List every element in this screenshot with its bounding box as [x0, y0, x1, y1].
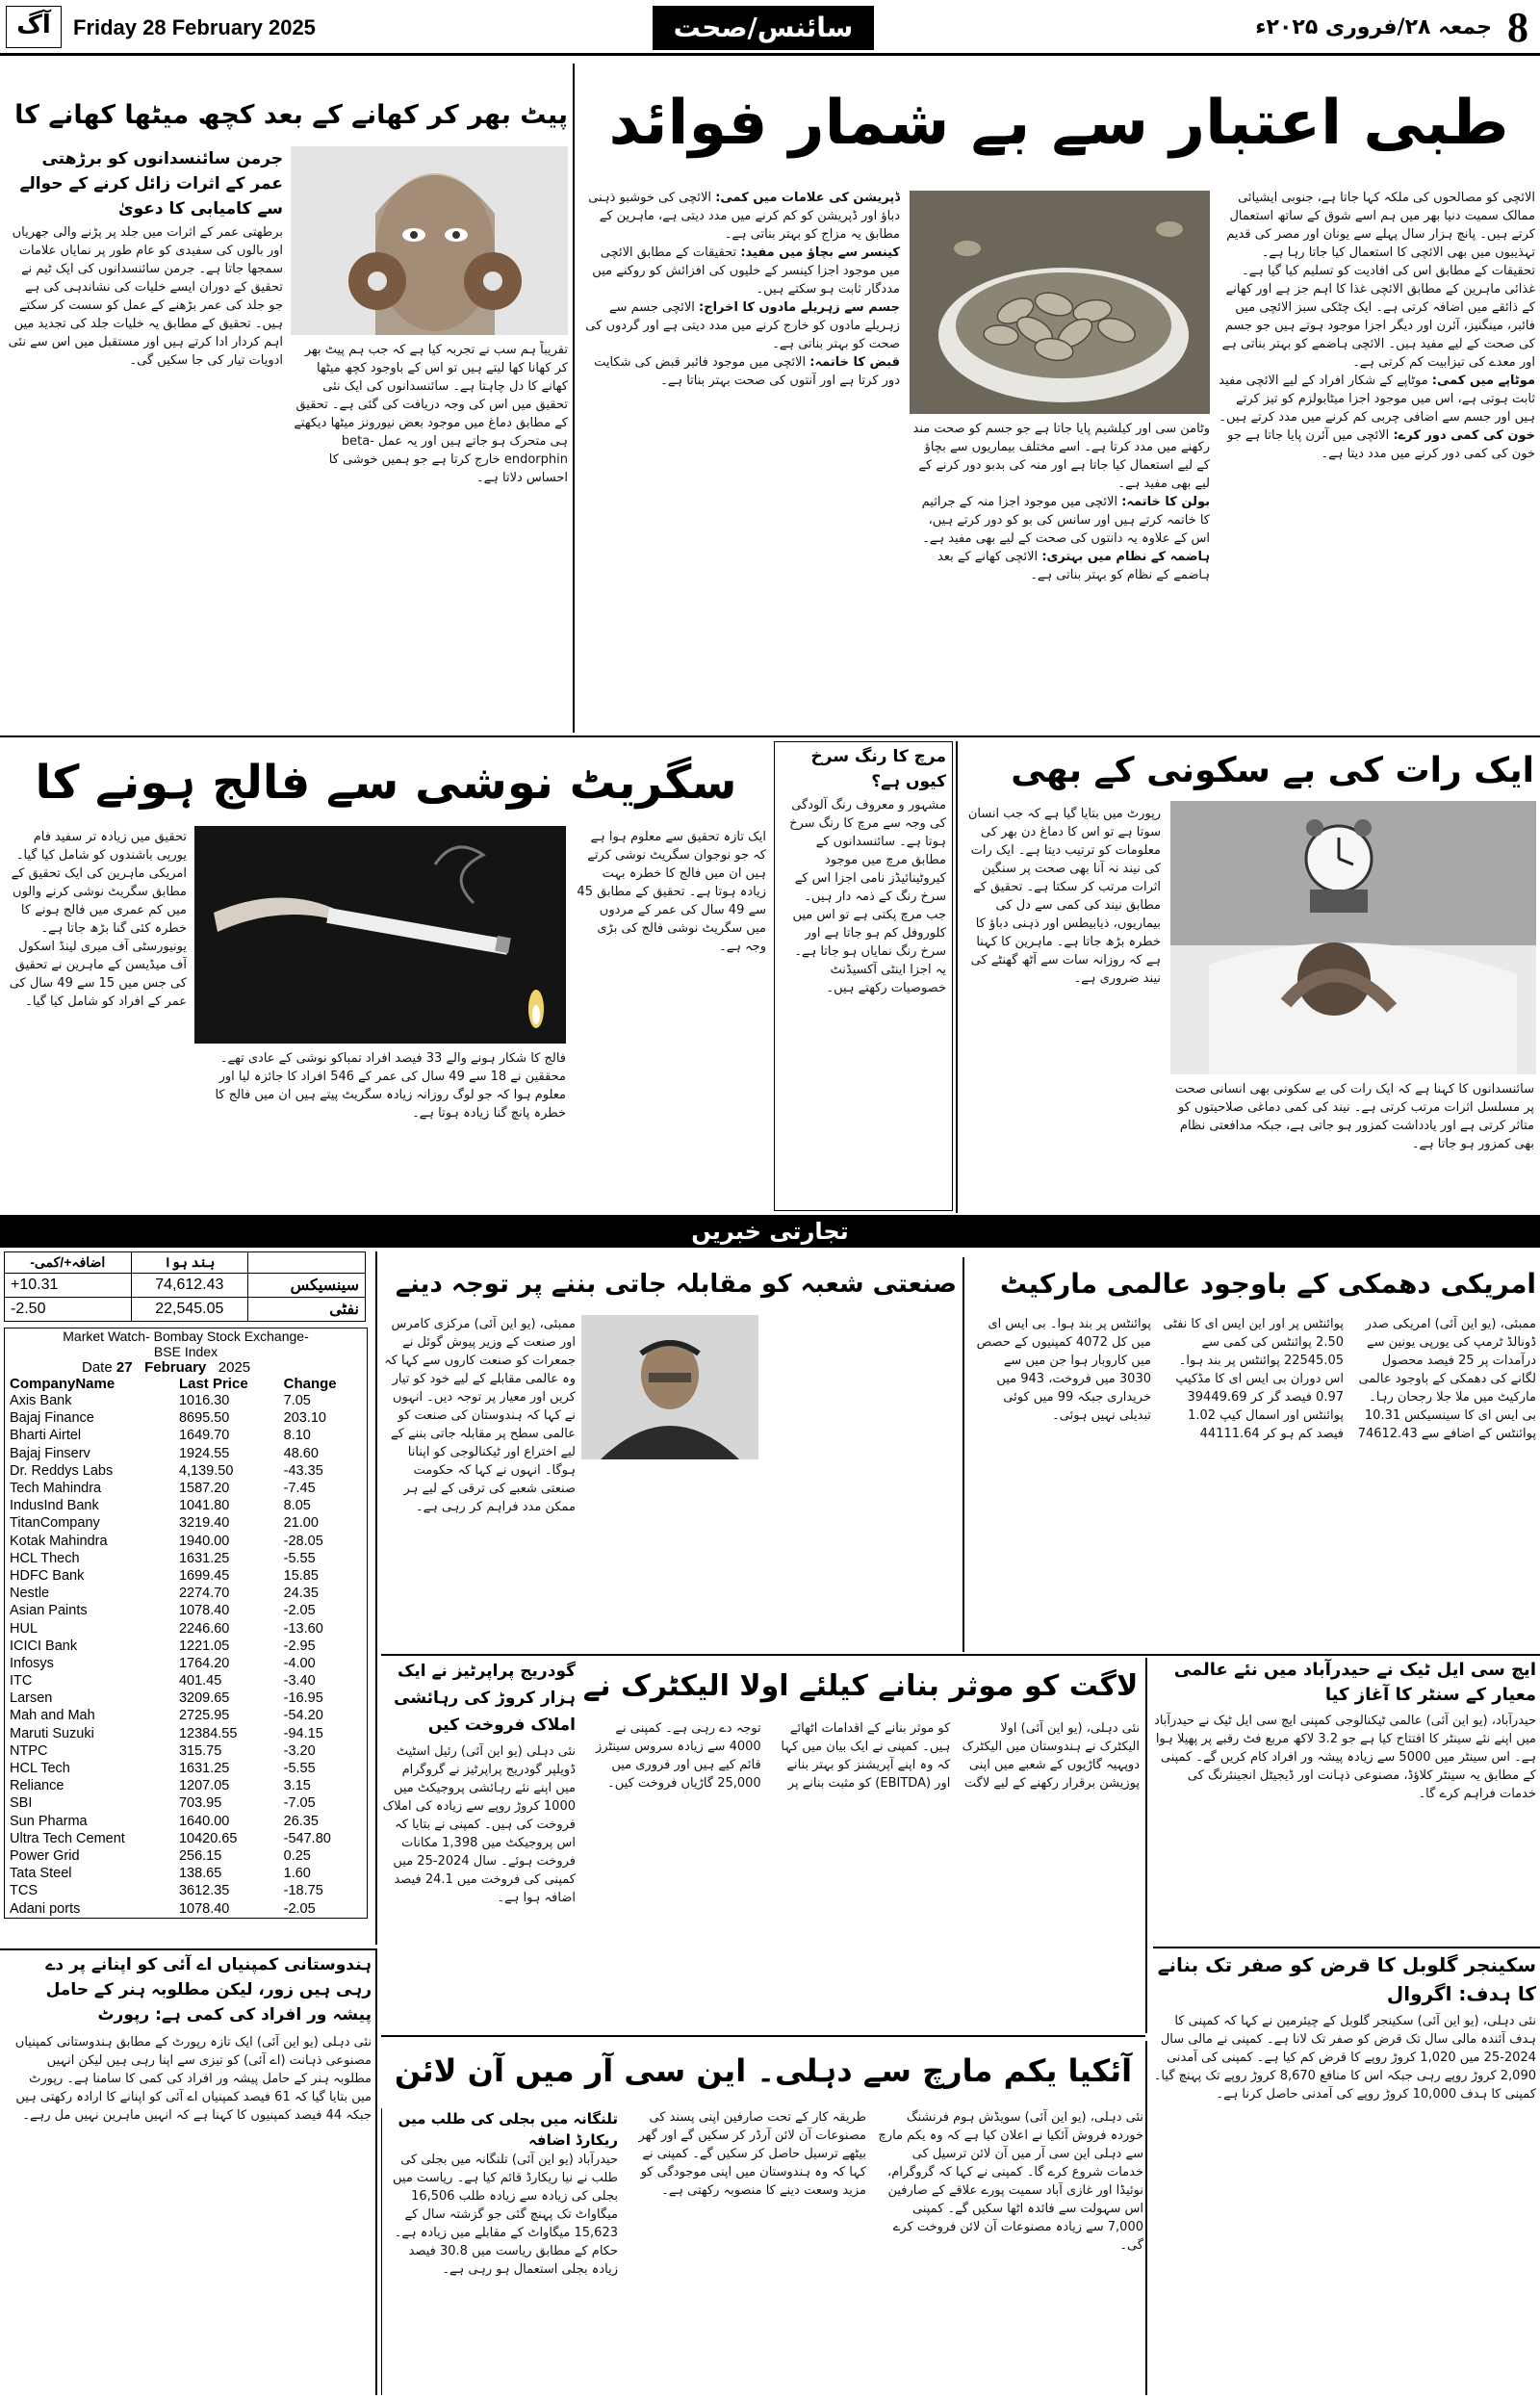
- index-header-close: بند ہوا: [131, 1252, 248, 1274]
- ola-body: نئی دہلی، (یو این آئی) اولا الیکٹرک نے ہندوستان میں الیکٹرک دوپہیہ گاڑیوں کے شعبے میں اپنی پوزیشن برقرار رکھنے کے لیے لاگت کو موثر بنانے کے اقدامات اٹھائے ہیں۔ کمپنی نے ایک بیان میں کہا کہ وہ اپنے آپریشنز کو بہتر بنانے اور (EBITDA) کو مثبت بنانے پر توجہ دے رہی ہے۔ کمپنی نے 4000 سے زیادہ سروس سینٹرز قائم کیے ہیں اور فروری میں 25,000 گاڑیاں فروخت کیں۔: [595, 1721, 1140, 1791]
- row-divider: [0, 1948, 375, 1950]
- skanger-headline: سکینجر گلوبل کا قرض کو صفر تک بنانے کا ہدف: اگروال: [1157, 1953, 1536, 2005]
- stock-row: [7, 1655, 363, 1672]
- stock-row: [7, 1760, 363, 1777]
- stock-row: [7, 1480, 363, 1497]
- stock-company-name: IndusInd Bank: [10, 1498, 99, 1514]
- market-title-1: Market Watch- Bombay Stock Exchange-: [63, 1328, 309, 1344]
- stock-company-name: Asian Paints: [10, 1603, 88, 1619]
- row-divider: [381, 1654, 1540, 1656]
- stock-change: -94.15: [283, 1725, 323, 1741]
- telangana-headline: تلنگانہ میں بجلی کی طلب میں ریکارڈ اضافہ: [398, 2110, 618, 2149]
- stock-last-price: 703.95: [178, 1795, 222, 1812]
- markets-headline: امریکی دھمکی کے باوجود عالمی مارکیٹ: [999, 1268, 1536, 1300]
- stock-last-price: 1631.25: [178, 1550, 230, 1566]
- stock-change: -4.00: [283, 1655, 316, 1671]
- stock-change: -2.05: [283, 1603, 316, 1619]
- section-title: [653, 6, 874, 50]
- stock-company-name: Axis Bank: [10, 1393, 72, 1409]
- stock-row: [7, 1742, 363, 1760]
- stock-company-name: Infosys: [10, 1655, 54, 1671]
- cardamom-subhead-blood: خون کی کمی دور کرے:: [1393, 428, 1535, 443]
- stock-company-name: NTPC: [10, 1742, 48, 1759]
- stock-row: [7, 1638, 363, 1655]
- stock-change: 1.60: [283, 1866, 311, 1882]
- ncr-column-1: نئی دہلی، (یو این آئی) سویڈش ہوم فرنشنگ خوردہ فروش آئکیا نے اعلان کیا ہے کہ وہ یکم مارچ سے دہلی این سی آر میں آن لائن ترسیل کی خدمات شروع کرے گا۔ کمپنی نے کہا کہ گروگرام، نوئیڈا اور غازی آباد سمیت پورے علاقے کے صارفین اس سہولت سے فائدہ اٹھا سکیں گے۔ کمپنی 7,000 سے زیادہ مصنوعات آن لائن فروخت کرے گی۔: [878, 2110, 1143, 2253]
- cardamom-subhead-digestion: ہاضمہ کے نظام میں بہتری:: [1041, 550, 1210, 564]
- stock-change: -7.45: [283, 1481, 316, 1497]
- stock-change: 8.05: [283, 1498, 311, 1514]
- stock-company-name: ICICI Bank: [10, 1638, 78, 1654]
- stock-company-name: Maruti Suzuki: [10, 1725, 94, 1741]
- stock-last-price: 256.15: [178, 1847, 222, 1864]
- stock-company-name: Ultra Tech Cement: [10, 1830, 125, 1846]
- stock-row: [7, 1690, 363, 1707]
- column-divider: [1145, 2041, 1147, 2395]
- cardamom-subhead-depression: ڈپریشن کی علامات میں کمی:: [715, 191, 900, 205]
- stock-row: [7, 1602, 363, 1619]
- stock-last-price: 1640.00: [178, 1813, 230, 1829]
- market-date-year: 2025: [218, 1359, 251, 1376]
- stock-row: [7, 1392, 363, 1409]
- stock-row: [7, 1409, 363, 1427]
- stock-last-price: 1764.20: [178, 1655, 230, 1671]
- stock-row: [7, 1813, 363, 1830]
- ncr-column-2: طریقہ کار کے تحت صارفین اپنی پسند کی مصنوعات آن لائن آرڈر کر سکیں گے اور گھر بیٹھے ترسیل حاصل کر سکیں گے۔ کمپنی نے کہا کہ وہ ہندوستان میں اپنی موجودگی کو مزید وسعت دینے کا منصوبہ رکھتی ہے۔: [638, 2110, 866, 2198]
- stock-row: [7, 1847, 363, 1865]
- stock-row: [7, 1497, 363, 1514]
- stock-change: -5.55: [283, 1550, 316, 1566]
- newspaper-logo: [6, 6, 62, 48]
- stock-change: -54.20: [283, 1708, 323, 1724]
- stock-company-name: Power Grid: [10, 1847, 80, 1864]
- col-last-price: Last Price: [178, 1376, 248, 1392]
- cardamom-subhead-weight: موٹاپے میں کمی:: [1431, 374, 1535, 388]
- stock-change: 7.05: [283, 1393, 311, 1409]
- stock-company-name: Tech Mahindra: [10, 1481, 102, 1497]
- index-header-row: [5, 1252, 366, 1274]
- telangana-body: حیدرآباد (یو این آئی) تلنگانہ میں بجلی کی طلب نے نیا ریکارڈ قائم کیا ہے۔ ریاست میں بجلی کی زیادہ سے زیادہ طلب 16,506 میگاواٹ تک پہنچ گئی جو گزشتہ سال کے 15,623 میگاواٹ کے مقابلے میں زیادہ ہے۔ حکام کے مطابق ریاست میں 30.8 فیصد زیادہ بجلی استعمال ہو رہی ہے۔: [393, 2153, 618, 2277]
- cardamom-cancer-text: تحقیقات کے مطابق الائچی میں موجود اجزا کینسر کے خلیوں کی افزائش کو روکنے میں مددگار ثابت ہو سکتے ہیں۔: [592, 245, 900, 297]
- index-table: [4, 1251, 366, 1322]
- ola-headline: لاگت کو موثر بنانے کیلئے اولا الیکٹرک نے: [582, 1669, 1139, 1703]
- cardamom-toxins-text: الائچی جسم سے زہریلے مادوں کو خارج کرنے میں مدد دیتی ہے اور گردوں کی صحت کو بہتر بناتی ہے۔: [585, 300, 900, 351]
- cardamom-weight-text: موٹاپے کے شکار افراد کے لیے الائچی مفید ثابت ہوتی ہے، اس میں موجود اجزا میٹابولزم کو تیز کرتے ہیں اور جسم سے اضافی چربی کم کرنے میں مدد کرتے ہیں۔: [1219, 374, 1535, 425]
- sweets-column-2: تقریباً ہم سب نے تجربہ کیا ہے کہ جب ہم پیٹ بھر کر کھانا کھا لیتے ہیں تو اس کے باوجود کچھ میٹھا کھانے کا دل چاہتا ہے۔ سائنسدانوں کی ایک نئی تحقیق میں اس کی وجہ دریافت کی گئی ہے۔ تحقیق کے مطابق دماغ میں موجود بعض نیورونز میٹھا دیکھتے ہی متحرک ہو جاتے ہیں اور یہ عمل beta-endorphin خارج کرتا ہے جو ہمیں خوشی کا احساس دلاتا ہے۔: [294, 343, 568, 485]
- stock-table: [7, 1376, 363, 1918]
- page-number: 8: [1507, 4, 1528, 51]
- stock-company-name: HDFC Bank: [10, 1567, 85, 1584]
- stock-last-price: 1078.40: [178, 1900, 230, 1917]
- col-company: CompanyName: [10, 1376, 116, 1392]
- stock-company-name: TitanCompany: [10, 1515, 100, 1532]
- cardamom-blood-text: الائچی میں آئرن پایا جاتا ہے جو خون کی کمی دور کرنے میں مدد دیتا ہے۔: [1227, 428, 1535, 461]
- stock-last-price: 315.75: [178, 1742, 222, 1759]
- stock-row: [7, 1830, 363, 1847]
- sweets-woman-photo: [291, 146, 568, 335]
- stock-company-name: Larsen: [10, 1690, 53, 1707]
- column-divider: [1145, 1658, 1147, 2033]
- column-divider: [375, 1948, 377, 2395]
- index-header-change: اضافہ+/کمی-: [5, 1252, 132, 1274]
- market-date-month: February: [144, 1359, 207, 1376]
- stock-last-price: 2274.70: [178, 1586, 230, 1602]
- sweets-headline: پیٹ بھر کر کھانے کے بعد کچھ میٹھا کھانے کا: [14, 100, 568, 130]
- market-date-label: Date: [82, 1359, 113, 1376]
- index-row: [5, 1274, 366, 1298]
- stock-row: [7, 1550, 363, 1567]
- stock-last-price: 3612.35: [178, 1883, 230, 1899]
- market-title-2: BSE Index: [153, 1344, 218, 1359]
- stock-row: [7, 1672, 363, 1690]
- godrej-body: نئی دہلی (یو این آئی) رئیل اسٹیٹ ڈویلپر گودریج پراپرٹیز نے گروگرام میں اپنے نئے رہائشی پروجیکٹ میں 1000 کروڑ روپے سے زیادہ کی املاک فروخت کی ہیں۔ کمپنی نے بتایا کہ اس پروجیکٹ میں 1,398 مکانات فروخت ہوئے۔ سال 2024-25 میں کمپنی کی فروخت میں 24.1 فیصد اضافہ ہوا ہے۔: [382, 1744, 576, 1905]
- stock-company-name: Nestle: [10, 1586, 50, 1602]
- stock-last-price: 1940.00: [178, 1533, 230, 1549]
- hcl-body: حیدرآباد، (یو این آئی) عالمی ٹیکنالوجی کمپنی ایچ سی ایل ٹیک نے حیدرآباد میں اپنے نئے سینٹر کا افتتاح کیا ہے جو 3.2 لاکھ مربع فٹ رقبے پر پھیلا ہوا ہے۔ اس سینٹر میں 5000 سے زیادہ پیشہ ور افراد کام کریں گے۔ کمپنی کے مطابق یہ سینٹر کلاؤڈ، مصنوعی ذہانت اور ڈیجیٹل انجینئرنگ کی خدمات فراہم کرے گا۔: [1154, 1714, 1536, 1801]
- column-divider: [573, 64, 575, 733]
- stock-row: [7, 1882, 363, 1899]
- market-watch-panel: [4, 1251, 370, 1945]
- stock-last-price: 1924.55: [178, 1445, 230, 1461]
- stock-company-name: HCL Tech: [10, 1761, 70, 1777]
- ai-jobs-body: نئی دہلی (یو این آئی) ایک تازہ رپورٹ کے مطابق ہندوستانی کمپنیاں مصنوعی ذہانت (اے آئی) کو تیزی سے اپنا رہی ہیں لیکن انہیں مطلوبہ ہنر کے حامل پیشہ ور افراد کی کمی کا سامنا ہے۔ رپورٹ میں بتایا گیا کہ 61 فیصد کمپنیاں اے آئی کو اپنانے کا ارادہ رکھتی ہیں جبکہ 44 فیصد کمپنیوں کا کہنا ہے کہ انہیں ماہرین نہیں مل رہے۔: [14, 2035, 372, 2123]
- col-change: Change: [283, 1376, 337, 1392]
- stock-last-price: 1016.30: [178, 1393, 230, 1409]
- index-change: -2.50: [5, 1298, 132, 1322]
- stock-change: -3.40: [283, 1673, 316, 1690]
- stock-row: [7, 1619, 363, 1637]
- ai-jobs-headline: ہندوستانی کمپنیاں اے آئی کو اپنانے پر دے رہی ہیں زور، لیکن مطلوبہ ہنر کے حامل پیشہ ور افراد کی کمی ہے: رپورٹ: [45, 1955, 372, 2025]
- stock-company-name: HUL: [10, 1620, 38, 1637]
- stock-company-name: Adani ports: [10, 1900, 81, 1917]
- stock-table-body: [7, 1392, 363, 1918]
- stock-company-name: Bajaj Finance: [10, 1410, 94, 1427]
- stock-last-price: 1078.40: [178, 1603, 230, 1619]
- stock-last-price: 1699.45: [178, 1567, 230, 1584]
- stock-change: -7.05: [283, 1795, 316, 1812]
- section-title-text: سائنس/صحت: [673, 12, 854, 43]
- index-change: +10.31: [5, 1274, 132, 1298]
- cardamom-depression-text: الائچی کی خوشبو ذہنی دباؤ اور ڈپریشن کو کم کرنے میں مدد دیتی ہے، ماہرین کے مطابق یہ مزاج کو بہتر بناتی ہے۔: [588, 191, 900, 242]
- skanger-body: نئی دہلی، (یو این آئی) سکینجر گلوبل کے چیئرمین نے کہا کہ کمپنی کا ہدف آئندہ مالی سال تک قرض کو صفر تک لانا ہے۔ کمپنی نے مالی سال 2024-25 میں 1,020 کروڑ روپے کا قرض کم کیا ہے۔ کمپنی کی آمدنی 2,090 کروڑ روپے رہی جبکہ اس کا منافع 8,670 کروڑ روپے تک پہنچ گیا۔ کمپنی کا ہدف 10,000 کروڑ روپے کی آمدنی حاصل کرنا ہے۔: [1153, 2014, 1536, 2102]
- stock-company-name: Bharti Airtel: [10, 1428, 82, 1444]
- cardamom-digestion-text: الائچی کھانے کے بعد ہاضمے کے نظام کو بہتر بناتی ہے۔: [937, 550, 1210, 582]
- stock-last-price: 1649.70: [178, 1428, 230, 1444]
- chili-headline: مرچ کا رنگ سرخ کیوں ہے؟: [810, 747, 946, 791]
- stock-company-name: Kotak Mahindra: [10, 1533, 108, 1549]
- cardamom-column-3: [582, 189, 900, 728]
- stock-row: [7, 1533, 363, 1550]
- smoking-column-2: فالج کا شکار ہونے والے 33 فیصد افراد تمباکو نوشی کے عادی تھے۔ محققین نے 18 سے 49 سال کی عمر کے 546 افراد کا جائزہ لیا اور معلوم ہوا کہ جو لوگ روزانہ زیادہ سگریٹ پیتے ہیں ان میں فالج کا خطرہ پانچ گنا زیادہ ہوتا ہے۔: [215, 1051, 566, 1121]
- column-divider: [956, 741, 958, 1213]
- stock-company-name: ITC: [10, 1673, 33, 1690]
- stock-change: -5.55: [283, 1761, 316, 1777]
- column-divider: [375, 1251, 377, 1945]
- goyal-body: ممبئی، (یو این آئی) مرکزی کامرس اور صنعت کے وزیر پیوش گوئل نے جمعرات کو صنعت کاروں سے کہا کہ وہ عالمی مقابلے کے لیے خود کو تیار کریں اور معیار پر توجہ دیں۔ انہوں نے کہا کہ ہندوستان کی صنعت کو عالمی سطح پر مقابلہ جاتی بننے کے لیے اختراع اور ٹیکنالوجی کو اپنانا ہوگا۔ انہوں نے کہا کہ حکومت صنعتی شعبے کی ترقی کے لیے ہر ممکن مدد فراہم کر رہی ہے۔: [384, 1317, 576, 1514]
- business-banner: [0, 1215, 1540, 1248]
- stock-last-price: 2246.60: [178, 1620, 230, 1637]
- stock-change: 3.15: [283, 1778, 311, 1794]
- stock-change: -3.20: [283, 1742, 316, 1759]
- stock-row: [7, 1794, 363, 1812]
- markets-body: ممبئی، (یو این آئی) امریکی صدر ڈونالڈ ٹرمپ کی یورپی یونین سے درآمدات پر 25 فیصد محصول لگانے کی دھمکی کے باوجود عالمی مارکیٹ میں ملا جلا رجحان رہا۔ بی ایس ای کا سینسیکس 10.31 پوائنٹس کے اضافے سے 74612.43 پوائنٹس پر اور این ایس ای کا نفٹی 2.50 پوائنٹس کی کمی سے 22545.05 پوائنٹس پر بند ہوا۔ اس دوران بی ایس ای کا مڈکیپ 0.97 فیصد گر کر 39449.69 پوائنٹس اور اسمال کیپ 1.02 فیصد کم ہو کر 44111.64 پوائنٹس پر بند ہوا۔ بی ایس ای میں کل 4072 کمپنیوں کے حصص میں کاروبار ہوا جن میں سے 3030 میں فروخت، 943 میں خریداری جبکہ 99 میں کوئی تبدیلی نہیں ہوئی۔: [976, 1317, 1536, 1441]
- cardamom-column-2: [910, 420, 1210, 728]
- index-header-blank: [248, 1252, 366, 1274]
- cardamom-col1-text: الائچی کو مصالحوں کی ملکہ کہا جاتا ہے، جنوبی ایشیائی ممالک سمیت دنیا بھر میں ہم اسے شوق کے ساتھ استعمال کرتے ہیں۔ پانچ ہزار سال پہلے سے یونان اور مصر کی قدیم تہذیبوں میں بھی الائچی کا استعمال کیا جاتا رہا ہے۔ تحقیقات کے مطابق اس کی افادیت کو تسلیم کیا گیا ہے۔ غذائی ماہرین کے مطابق الائچی غذا کا اہم جز ہے اور کھانے کے ذائقے میں اضافہ کرتی ہے۔ ایک چٹکی سبز الائچی میں فائبر، مینگنیز، آئرن اور دیگر اجزا موجود ہوتے ہیں جو جسم کی صحت کے لیے مفید ہیں۔ الائچی ہاضمے کو بہتر بناتی ہے اور معدے کی تیزابیت کم کرتی ہے۔: [1221, 191, 1535, 370]
- stock-change: -18.75: [283, 1883, 323, 1899]
- stock-change: -43.35: [283, 1462, 323, 1479]
- cardamom-headline: طبی اعتبار سے بے شمار فوائد: [608, 88, 1509, 159]
- stock-company-name: TCS: [10, 1883, 38, 1899]
- market-date-line: [5, 1359, 367, 1376]
- stock-last-price: 3209.65: [178, 1690, 230, 1707]
- index-row: [5, 1298, 366, 1322]
- header-date-urdu: جمعہ ۲۸/فروری ۲۰۲۵ء: [1255, 15, 1492, 39]
- stock-row: [7, 1725, 363, 1742]
- stock-change: -547.80: [283, 1830, 331, 1846]
- stock-last-price: 4,139.50: [178, 1462, 234, 1479]
- stock-last-price: 1207.05: [178, 1778, 230, 1794]
- sweets-subhead: جرمن سائنسدانوں کو برڑھتی عمر کے اثرات زائل کرنے کے حوالے سے کامیابی کا دعویٰ: [19, 149, 283, 219]
- smoking-headline: سگریٹ نوشی سے فالج ہونے کا: [35, 756, 737, 810]
- stock-change: -2.95: [283, 1638, 316, 1654]
- stock-change: 21.00: [283, 1515, 319, 1532]
- stock-last-price: 12384.55: [178, 1725, 238, 1741]
- row-divider: [1153, 1947, 1540, 1948]
- chili-body: مشہور و معروف رنگ آلودگی کی وجہ سے مرچ کا رنگ سرخ ہوتا ہے۔ سائنسدانوں کے مطابق مرچ میں موجود کیروٹینائیڈز نامی اجزا اس کے سرخ رنگ کے ذمہ دار ہیں۔ جب مرچ پکتی ہے تو اس میں کلوروفل کم ہو جاتا ہے اور سرخ رنگ نمایاں ہو جاتا ہے۔ یہ اجزا اینٹی آکسیڈنٹ خصوصیات رکھتے ہیں۔: [789, 798, 946, 995]
- stock-last-price: 3219.40: [178, 1515, 230, 1532]
- index-value: 22,545.05: [131, 1298, 248, 1322]
- index-value: 74,612.43: [131, 1274, 248, 1298]
- stock-last-price: 8695.50: [178, 1410, 230, 1427]
- header-date-english: Friday 28 February 2025: [73, 15, 316, 39]
- stock-company-name: SBI: [10, 1795, 33, 1812]
- smoking-cigarette-photo: [194, 826, 566, 1044]
- stock-table-header: [7, 1376, 363, 1392]
- stock-last-price: 138.65: [178, 1866, 222, 1882]
- chili-box: [774, 741, 953, 1211]
- ncr-headline: آئکیا یکم مارچ سے دہلی۔ این سی آر میں آن لائن: [394, 2052, 1133, 2089]
- stock-change: -16.95: [283, 1690, 323, 1707]
- stock-change: 24.35: [283, 1586, 319, 1602]
- business-banner-text: تجارتی خبریں: [691, 1218, 849, 1245]
- stock-change: 26.35: [283, 1813, 319, 1829]
- stock-last-price: 1041.80: [178, 1498, 230, 1514]
- stock-change: -2.05: [283, 1900, 316, 1917]
- stock-company-name: Tata Steel: [10, 1866, 72, 1882]
- cardamom-photo: [910, 191, 1210, 414]
- stock-last-price: 1221.05: [178, 1638, 230, 1654]
- goyal-body-cont: [764, 1315, 957, 1648]
- smoking-column-3: ایک تازہ تحقیق سے معلوم ہوا ہے کہ جو نوجوان سگریٹ نوشی کرتے ہیں ان میں فالج کا خطرہ بہت زیادہ ہوتا ہے۔ تحقیق کے مطابق 45 سے 49 سال کی عمر کے مردوں میں سگریٹ نوشی فالج کی بڑی وجہ ہے۔: [577, 830, 766, 954]
- stock-change: -28.05: [283, 1533, 323, 1549]
- cardamom-constipation-text: الائچی میں موجود فائبر قبض کی شکایت دور کرتا ہے اور آنتوں کی صحت بہتر بناتا ہے۔: [594, 355, 900, 388]
- stock-last-price: 1631.25: [178, 1761, 230, 1777]
- stock-row: [7, 1899, 363, 1917]
- hcl-headline: ایچ سی ایل ٹیک نے حیدرآباد میں نئے عالمی معیار کے سنٹر کا آغاز کیا: [1173, 1660, 1536, 1705]
- stock-company-name: Mah and Mah: [10, 1708, 95, 1724]
- telangana-box: [381, 2108, 622, 2395]
- smoking-column-1: تحقیق میں زیادہ تر سفید فام یورپی باشندوں کو شامل کیا گیا۔ امریکی ماہرین کی ایک تحقیق کے مطابق سگریٹ نوشی کرنے والوں میں کم عمری میں فالج ہونے کا خطرہ کئی گنا بڑھ جاتا ہے۔ یونیورسٹی آف میری لینڈ اسکول آف میڈیسن کے ماہرین نے تحقیق کی جس میں 15 سے 49 سال کی عمر کے افراد کو شامل کیا گیا۔: [9, 830, 187, 1009]
- cardamom-subhead-breath: بولن کا خاتمہ:: [1121, 495, 1210, 509]
- stock-change: 15.85: [283, 1567, 319, 1584]
- stock-company-name: HCL Thech: [10, 1550, 80, 1566]
- stock-row: [7, 1462, 363, 1480]
- stock-change: 48.60: [283, 1445, 319, 1461]
- row-divider: [0, 735, 1540, 737]
- sleep-column-1: رپورٹ میں بتایا گیا ہے کہ جب انسان سوتا ہے تو اس کا دماغ دن بھر کی معلومات کو ترتیب دیتا ہے۔ ایک رات کی نیند نہ آنا بھی صحت پر سنگین اثرات مرتب کر سکتا ہے۔ تحقیق کے مطابق نیند کی کمی سے دل کی بیماریوں، ذیابیطس اور ذہنی دباؤ کا خطرہ بڑھ جاتا ہے۔ ماہرین کا کہنا ہے کہ روزانہ سات سے آٹھ گھنٹے کی نیند ضروری ہے۔: [967, 807, 1161, 986]
- stock-row: [7, 1865, 363, 1882]
- stock-company-name: Dr. Reddys Labs: [10, 1462, 114, 1479]
- index-name: سینسیکس: [248, 1274, 366, 1298]
- stock-row: [7, 1585, 363, 1602]
- stock-row: [7, 1514, 363, 1532]
- stock-change: 8.10: [283, 1428, 311, 1444]
- stock-company-name: Reliance: [10, 1778, 64, 1794]
- cardamom-column-1: [1218, 189, 1535, 728]
- stock-change: 203.10: [283, 1410, 326, 1427]
- index-name: نفٹی: [248, 1298, 366, 1322]
- stock-change: -13.60: [283, 1620, 323, 1637]
- stock-row: [7, 1427, 363, 1444]
- stock-last-price: 10420.65: [178, 1830, 238, 1846]
- market-watch-box: [4, 1328, 368, 1919]
- cardamom-subhead-toxins: جسم سے زہریلے مادوں کا اخراج:: [699, 300, 900, 315]
- masthead: [0, 0, 1540, 56]
- stock-last-price: 401.45: [178, 1673, 222, 1690]
- stock-company-name: Sun Pharma: [10, 1813, 88, 1829]
- logo-text: آگ: [16, 11, 51, 39]
- stock-row: [7, 1777, 363, 1794]
- cardamom-breath-text: الائچی میں موجود اجزا منہ کے جراثیم کا خاتمہ کرتے ہیں اور سانس کی بو کو دور کرتے ہیں، اس کے علاوہ یہ دانتوں کی صحت کے لیے بھی مفید ہے۔: [921, 495, 1210, 546]
- row-divider: [381, 2035, 1145, 2037]
- stock-change: 0.25: [283, 1847, 311, 1864]
- sleep-column-2: سائنسدانوں کا کہنا ہے کہ ایک رات کی بے سکونی بھی انسانی صحت پر مسلسل اثرات مرتب کرتی ہے۔ نیند کی کمی دماغی صلاحیتوں کو متاثر کرتی ہے اور یادداشت کمزور ہو جاتی ہے، جبکہ مدافعتی نظام بھی کمزور ہو جاتا ہے۔: [1174, 1082, 1534, 1151]
- stock-last-price: 2725.95: [178, 1708, 230, 1724]
- stock-company-name: Bajaj Finserv: [10, 1445, 90, 1461]
- sweets-column-1: برطھتی عمر کے اثرات میں جلد پر پڑنے والی جھریاں اور بالوں کی سفیدی کو عام طور پر نمایاں علامات سمجھا جاتا ہے۔ جرمن سائنسدانوں کی ایک ٹیم نے تحقیق کے دوران ایسے خلیات کی نشاندہی کی ہے جو جلد کی عمر بڑھنے کے عمل کو سست کر سکتے ہیں۔ تحقیق کے مطابق یہ خلیات جلد کی تجدید میں اہم کردار ادا کرتے ہیں اور مستقبل میں اس سے نئی ادویات تیار کی جا سکیں گی۔: [8, 225, 283, 368]
- column-divider: [962, 1257, 964, 1652]
- cardamom-subhead-constipation: قبض کا خاتمہ:: [809, 355, 900, 370]
- stock-last-price: 1587.20: [178, 1481, 230, 1497]
- sleep-insomnia-photo: [1170, 801, 1536, 1074]
- goyal-portrait-photo: [581, 1315, 758, 1459]
- stock-row: [7, 1707, 363, 1724]
- market-date-day: 27: [116, 1359, 133, 1376]
- goyal-headline: صنعتی شعبہ کو مقابلہ جاتی بننے پر توجہ دینے: [395, 1270, 957, 1299]
- cardamom-col2-text: وٹامن سی اور کیلشیم پایا جاتا ہے جو جسم کو صحت مند رکھنے میں مدد کرتا ہے۔ اسے مختلف بیماریوں سے بچاؤ کے لیے استعمال کیا جاتا ہے اور منہ کی بدبو دور کرنے کے لیے بھی مفید ہے۔: [912, 422, 1210, 491]
- stock-row: [7, 1567, 363, 1585]
- stock-row: [7, 1445, 363, 1462]
- cardamom-subhead-cancer: کینسر سے بچاؤ میں مفید:: [740, 245, 900, 260]
- godrej-headline: گودریج پراپرٹیز نے ایک ہزار کروڑ کی رہائشی املاک فروخت کیں: [394, 1662, 576, 1735]
- sleep-headline: ایک رات کی بے سکونی کے بھی: [1011, 751, 1534, 790]
